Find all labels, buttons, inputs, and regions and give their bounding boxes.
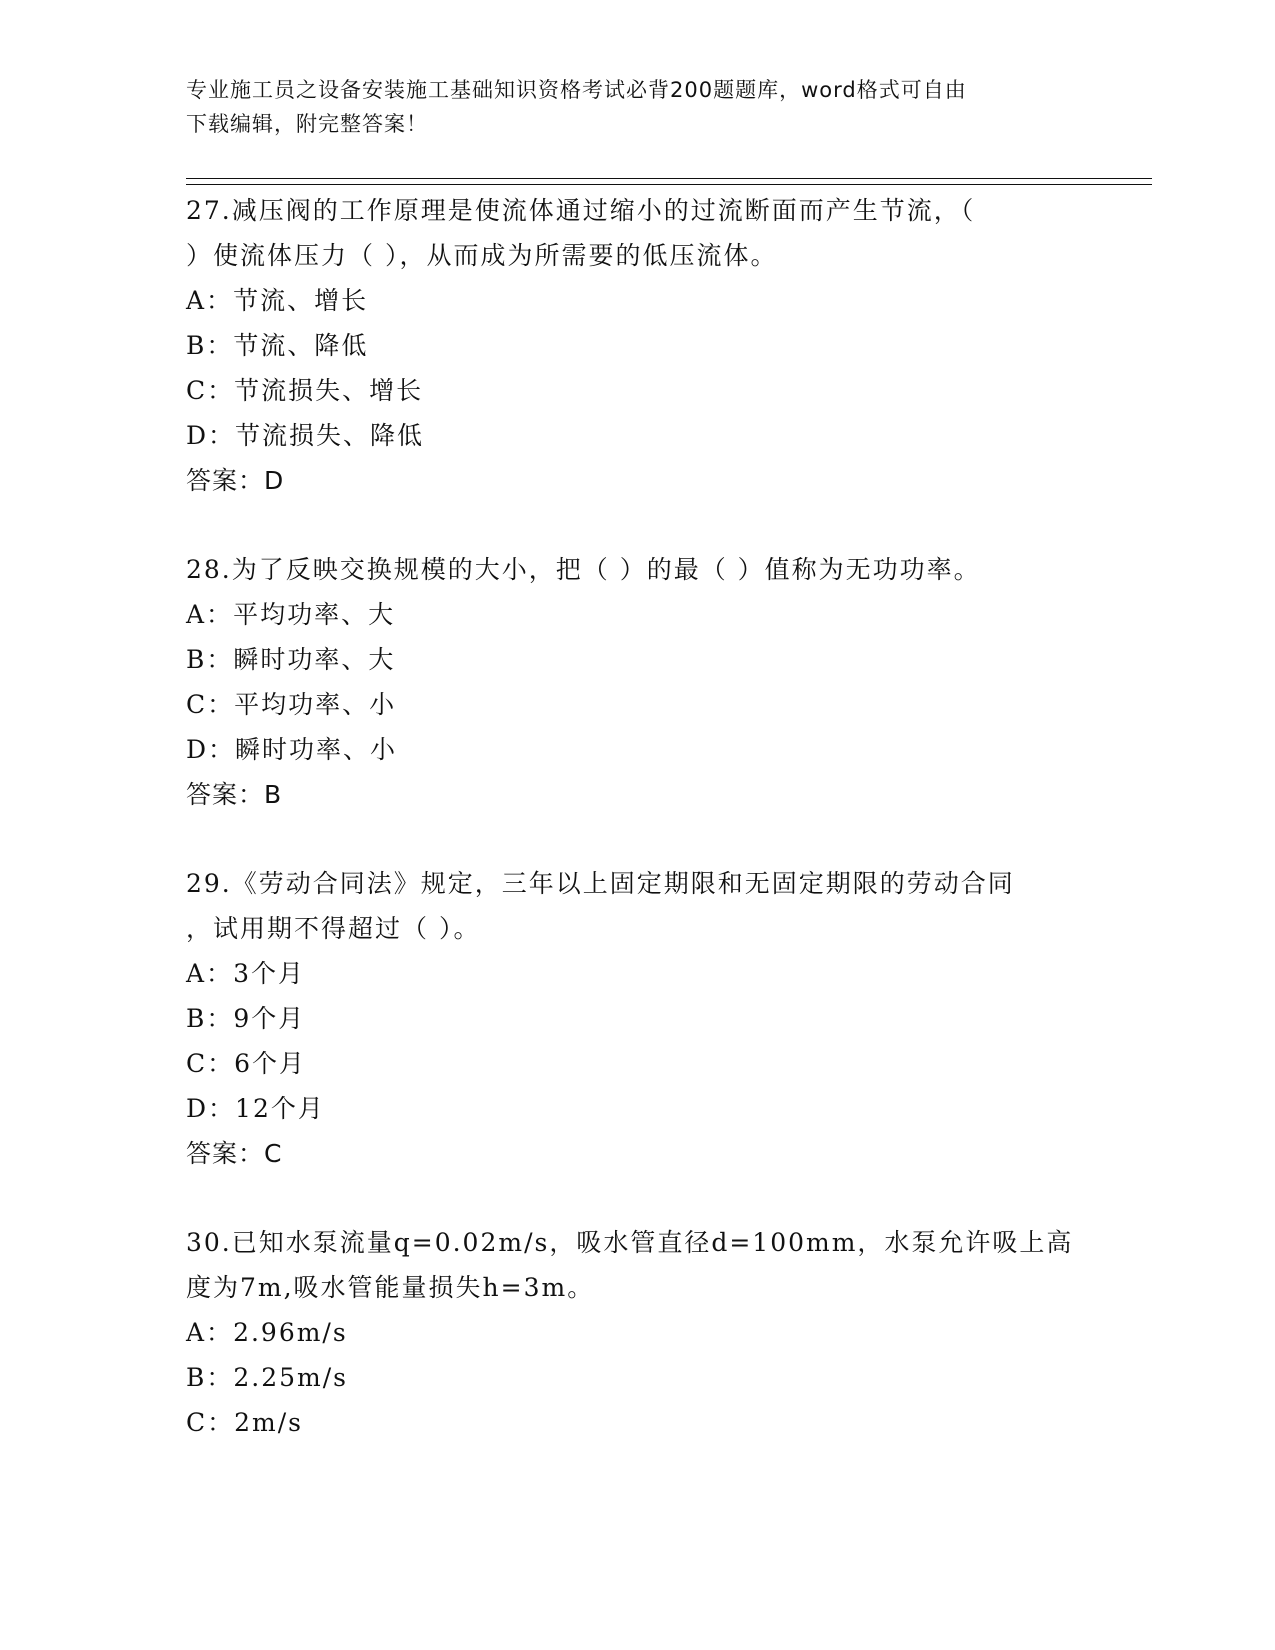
answer-text: 答案：B (186, 780, 283, 809)
option-text: 瞬时功率、大 (233, 645, 396, 674)
option-label: B： (186, 1363, 234, 1392)
option-b (186, 323, 1086, 368)
question-text-line: 28.为了反映交换规模的大小，把（ ）的最（ ）值称为无功功率。 (186, 555, 981, 584)
option-b (186, 637, 1086, 682)
question-text-line: 30.已知水泵流量q=0.02m/s，吸水管直径d=100mm，水泵允许吸上高 (186, 1228, 1074, 1257)
question-30 (186, 1220, 1086, 1445)
option-a (186, 278, 1086, 323)
option-text: 节流损失、降低 (235, 421, 425, 450)
option-label: A： (186, 959, 234, 988)
option-c (186, 368, 1086, 413)
option-text: 平均功率、大 (233, 600, 396, 629)
option-b (186, 1355, 1086, 1400)
answer-text: 答案：D (186, 466, 285, 495)
header-line-1: 专业施工员之设备安装施工基础知识资格考试必背200题题库，word格式可自由 (186, 78, 967, 102)
option-text: 瞬时功率、小 (235, 735, 398, 764)
option-text: 节流、增长 (233, 286, 369, 315)
option-text: 3个月 (233, 959, 305, 988)
option-a (186, 1310, 1086, 1355)
option-text: 节流、降低 (233, 331, 369, 360)
question-text-line: 29.《劳动合同法》规定，三年以上固定期限和无固定期限的劳动合同 (186, 869, 1015, 898)
option-c (186, 1400, 1086, 1445)
option-text: 12个月 (235, 1094, 325, 1123)
question-27 (186, 188, 1086, 503)
option-a (186, 951, 1086, 996)
question-text-line: 27.减压阀的工作原理是使流体通过缩小的过流断面而产生节流，（ (186, 196, 976, 225)
option-label: B： (186, 1004, 234, 1033)
option-label: B： (186, 331, 234, 360)
question-text-line: ）使流体压力（ ），从而成为所需要的低压流体。 (186, 241, 778, 270)
option-c (186, 1041, 1086, 1086)
option-label: C： (186, 1408, 235, 1437)
answer-text: 答案：C (186, 1139, 283, 1168)
option-text: 节流损失、增长 (234, 376, 424, 405)
option-text: 2m/s (234, 1408, 304, 1437)
header-divider-bottom (186, 184, 1152, 185)
option-label: D： (186, 1094, 236, 1123)
option-label: B： (186, 645, 234, 674)
option-d (186, 1086, 1086, 1131)
option-label: C： (186, 376, 235, 405)
option-text: 平均功率、小 (234, 690, 397, 719)
question-28 (186, 547, 1086, 817)
option-c (186, 682, 1086, 727)
option-label: D： (186, 735, 236, 764)
option-text: 9个月 (233, 1004, 306, 1033)
header-divider-top (186, 178, 1152, 179)
option-label: A： (186, 1318, 234, 1347)
option-text: 2.25m/s (233, 1363, 348, 1392)
option-label: A： (186, 600, 234, 629)
option-text: 2.96m/s (233, 1318, 348, 1347)
option-label: D： (186, 421, 236, 450)
option-a (186, 592, 1086, 637)
document-header (186, 73, 1066, 141)
option-b (186, 996, 1086, 1041)
option-d (186, 413, 1086, 458)
question-29 (186, 861, 1086, 1176)
option-d (186, 727, 1086, 772)
question-list (186, 188, 1086, 1489)
header-line-2: 下载编辑，附完整答案！ (186, 112, 428, 136)
question-text-line: ，试用期不得超过（ ）。 (186, 914, 481, 943)
option-label: C： (186, 690, 235, 719)
question-text-line: 度为7m,吸水管能量损失h=3m。 (186, 1273, 595, 1302)
option-label: A： (186, 286, 234, 315)
option-text: 6个月 (234, 1049, 307, 1078)
option-label: C： (186, 1049, 235, 1078)
